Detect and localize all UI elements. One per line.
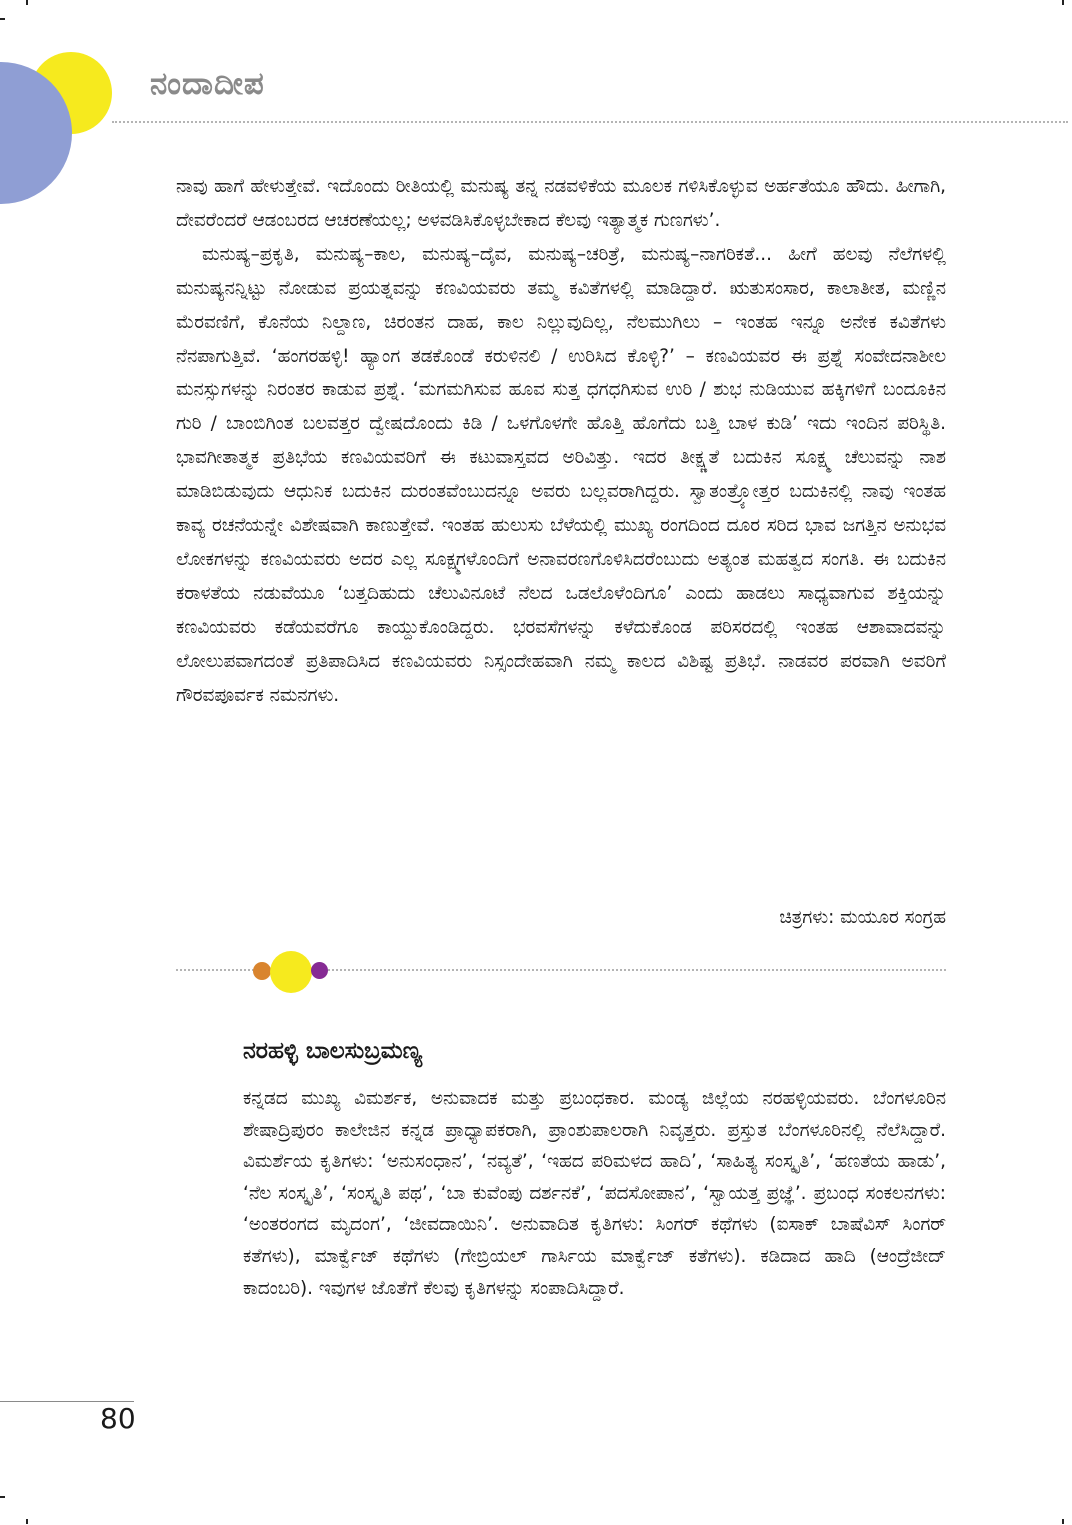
separator-purple-dot — [311, 962, 328, 979]
essay-paragraph-2: ಮನುಷ್ಯ–ಪ್ರಕೃತಿ, ಮನುಷ್ಯ–ಕಾಲ, ಮನುಷ್ಯ–ದೈವ, ಮನುಷ್ಯ–ಚರಿತ್ರೆ, ಮನುಷ್ಯ–ನಾಗರಿಕತೆ... ಹೀಗೆ ಹಲವು ನೆಲೆಗಳಲ್ಲಿ ಮನುಷ್ಯನನ್ನಿಟ್ಟು ನೋಡುವ ಪ್ರಯತ್ನವನ್ನು ಕಣವಿಯವರು ತಮ್ಮ ಕವಿತೆಗಳಲ್ಲಿ ಮಾಡಿದ್ದಾರೆ. ಋತುಸಂಸಾರ, ಕಾಲಾತೀತ, ಮಣ್ಣಿನ ಮೆರವಣಿಗೆ, ಕೊನೆಯ ನಿಲ್ದಾಣ, ಚಿರಂತನ ದಾಹ, ಕಾಲ ನಿಲ್ಲುವುದಿಲ್ಲ, ನೆಲಮುಗಿಲು – ಇಂತಹ ಇನ್ನೂ ಅನೇಕ ಕವಿತೆಗಳು ನೆನಪಾಗುತ್ತಿವೆ. ‘ಹಂಗರಹಳ್ಳಿ! ಹ್ಯಾಂಗ ತಡಕೊಂಡೆ ಕರುಳಿನಲಿ / ಉರಿಸಿದ ಕೊಳ್ಳಿ?’ – ಕಣವಿಯವರ ಈ ಪ್ರಶ್ನೆ ಸಂವೇದನಾಶೀಲ ಮನಸ್ಸುಗಳನ್ನು ನಿರಂತರ ಕಾಡುವ ಪ್ರಶ್ನೆ. ‘ಮಗಮಗಿಸುವ ಹೂವ ಸುತ್ತ ಧಗಧಗಿಸುವ ಉರಿ / ಶುಭ ನುಡಿಯುವ ಹಕ್ಕಿಗಳಿಗೆ ಬಂದೂಕಿನ ಗುರಿ / ಬಾಂಬಿಗಿಂತ ಬಲವತ್ತರ ದ್ವೇಷದೊಂದು ಕಿಡಿ / ಒಳಗೊಳಗೇ ಹೊತ್ತಿ ಹೊಗೆದು ಬತ್ತಿ ಬಾಳ ಕುಡಿ’ ಇದು ಇಂದಿನ ಪರಿಸ್ಥಿತಿ. ಭಾವಗೀತಾತ್ಮಕ ಪ್ರತಿಭೆಯ ಕಣವಿಯವರಿಗೆ ಈ ಕಟುವಾಸ್ತವದ ಅರಿವಿತ್ತು. ಇದರ ತೀಕ್ಷ್ಣತೆ ಬದುಕಿನ ಸೂಕ್ಷ್ಮ ಚೆಲುವನ್ನು ನಾಶ ಮಾಡಿಬಿಡುವುದು ಆಧುನಿಕ ಬದುಕಿನ ದುರಂತವೆಂಬುದನ್ನೂ ಅವರು ಬಲ್ಲವರಾಗಿದ್ದರು. ಸ್ವಾತಂತ್ರ್ಯೋತ್ತರ ಬದುಕಿನಲ್ಲಿ ನಾವು ಇಂತಹ ಕಾವ್ಯ ರಚನೆಯನ್ನೇ ವಿಶೇಷವಾಗಿ ಕಾಣುತ್ತೇವೆ. ಇಂತಹ ಹುಲುಸು ಬೆಳೆಯಲ್ಲಿ ಮುಖ್ಯ ರಂಗದಿಂದ ದೂರ ಸರಿದ ಭಾವ ಜಗತ್ತಿನ ಅನುಭವ ಲೋಕಗಳನ್ನು ಕಣವಿಯವರು ಅದರ ಎಲ್ಲ ಸೂಕ್ಷ್ಮಗಳೊಂದಿಗೆ ಅನಾವರಣಗೊಳಿಸಿದರೆಂಬುದು ಅತ್ಯಂತ ಮಹತ್ವದ ಸಂಗತಿ. ಈ ಬದುಕಿನ ಕರಾಳತೆಯ ನಡುವೆಯೂ ‘ಬತ್ತದಿಹುದು ಚೆಲುವಿನೂಟೆ ನೆಲದ ಒಡಲೊಳೆಂದಿಗೂ’ ಎಂದು ಹಾಡಲು ಸಾಧ್ಯವಾಗುವ ಶಕ್ತಿಯನ್ನು ಕಣವಿಯವರು ಕಡೆಯವರೆಗೂ ಕಾಯ್ದುಕೊಂಡಿದ್ದರು. ಭರವಸೆಗಳನ್ನು ಕಳೆದುಕೊಂಡ ಪರಿಸರದಲ್ಲಿ ಇಂತಹ ಆಶಾವಾದವನ್ನು ಲೋಲುಪವಾಗದಂತೆ ಪ್ರತಿಪಾದಿಸಿದ ಕಣವಿಯವರು ನಿಸ್ಸಂದೇಹವಾಗಿ ನಮ್ಮ ಕಾಲದ ವಿಶಿಷ್ಟ ಪ್ರತಿಭೆ. ನಾಡವರ ಪರವಾಗಿ ಅವರಿಗೆ ಗೌರವಪೂರ್ವಕ ನಮನಗಳು. — [176, 243, 946, 706]
header-dotted-rule — [112, 121, 1068, 123]
author-name: ನರಹಳ್ಳಿ ಬಾಲಸುಬ್ರಮಣ್ಯ — [243, 1038, 423, 1064]
crop-mark-bottom-left-tick — [26, 1519, 28, 1524]
essay-body — [176, 170, 946, 713]
photo-credit: ಚಿತ್ರಗಳು: ಮಯೂರ ಸಂಗ್ರಹ — [779, 907, 946, 928]
crop-mark-bottom-left — [0, 1496, 5, 1498]
page-number: 80 — [100, 1402, 136, 1435]
crop-mark-top-left — [0, 18, 5, 20]
essay-paragraph-1: ನಾವು ಹಾಗೆ ಹೇಳುತ್ತೇವೆ. ಇದೊಂದು ರೀತಿಯಲ್ಲಿ ಮನುಷ್ಯ ತನ್ನ ನಡವಳಿಕೆಯ ಮೂಲಕ ಗಳಿಸಿಕೊಳ್ಳುವ ಅರ್ಹತೆಯೂ ಹೌದು. ಹೀಗಾಗಿ, ದೇವರೆಂದರೆ ಆಡಂಬರದ ಆಚರಣೆಯಲ್ಲ; ಅಳವಡಿಸಿಕೊಳ್ಳಬೇಕಾದ ಕೆಲವು ಇತ್ಯಾತ್ಮಕ ಗುಣಗಳು’. — [176, 176, 946, 231]
crop-mark-bottom-right-tick — [1062, 1519, 1064, 1524]
separator-orange-dot — [253, 962, 271, 980]
header-title: ನಂದಾದೀಪ — [150, 66, 265, 102]
separator-yellow-dot — [270, 951, 312, 993]
crop-mark-top-right-tick — [1062, 0, 1064, 5]
crop-mark-top-left-tick — [26, 0, 28, 5]
author-bio: ಕನ್ನಡದ ಮುಖ್ಯ ವಿಮರ್ಶಕ, ಅನುವಾದಕ ಮತ್ತು ಪ್ರಬಂಧಕಾರ. ಮಂಡ್ಯ ಜಿಲ್ಲೆಯ ನರಹಳ್ಳಿಯವರು. ಬೆಂಗಳೂರಿನ ಶೇಷಾದ್ರಿಪುರಂ ಕಾಲೇಜಿನ ಕನ್ನಡ ಪ್ರಾಧ್ಯಾಪಕರಾಗಿ, ಪ್ರಾಂಶುಪಾಲರಾಗಿ ನಿವೃತ್ತರು. ಪ್ರಸ್ತುತ ಬೆಂಗಳೂರಿನಲ್ಲಿ ನೆಲೆಸಿದ್ದಾರೆ. ವಿಮರ್ಶೆಯ ಕೃತಿಗಳು: ‘ಅನುಸಂಧಾನ’, ‘ನವ್ಯತೆ’, ‘ಇಹದ ಪರಿಮಳದ ಹಾದಿ’, ‘ಸಾಹಿತ್ಯ ಸಂಸ್ಕೃತಿ’, ‘ಹಣತೆಯ ಹಾಡು’, ‘ನೆಲ ಸಂಸ್ಕೃತಿ’, ‘ಸಂಸ್ಕೃತಿ ಪಥ’, ‘ಬಾ ಕುವೆಂಪು ದರ್ಶನಕೆ’, ‘ಪದಸೋಪಾನ’, ‘ಸ್ವಾಯತ್ತ ಪ್ರಜ್ಞೆ’. ಪ್ರಬಂಧ ಸಂಕಲನಗಳು: ‘ಅಂತರಂಗದ ಮೃದಂಗ’, ‘ಜೀವದಾಯಿನಿ’. ಅನುವಾದಿತ ಕೃತಿಗಳು: ಸಿಂಗರ್ ಕಥೆಗಳು (ಐಸಾಕ್ ಬಾಷೆವಿಸ್ ಸಿಂಗರ್ ಕತೆಗಳು), ಮಾರ್ಕ್ವೆಜ್ ಕಥೆಗಳು (ಗೇಬ್ರಿಯಲ್ ಗಾರ್ಸಿಯ ಮಾರ್ಕ್ವೆಜ್ ಕತೆಗಳು). ಕಡಿದಾದ ಹಾದಿ (ಆಂದ್ರೆಜೀದ್ ಕಾದಂಬರಿ). ಇವುಗಳ ಜೊತೆಗೆ ಕೆಲವು ಕೃತಿಗಳನ್ನು ಸಂಪಾದಿಸಿದ್ದಾರೆ. — [243, 1088, 946, 1299]
